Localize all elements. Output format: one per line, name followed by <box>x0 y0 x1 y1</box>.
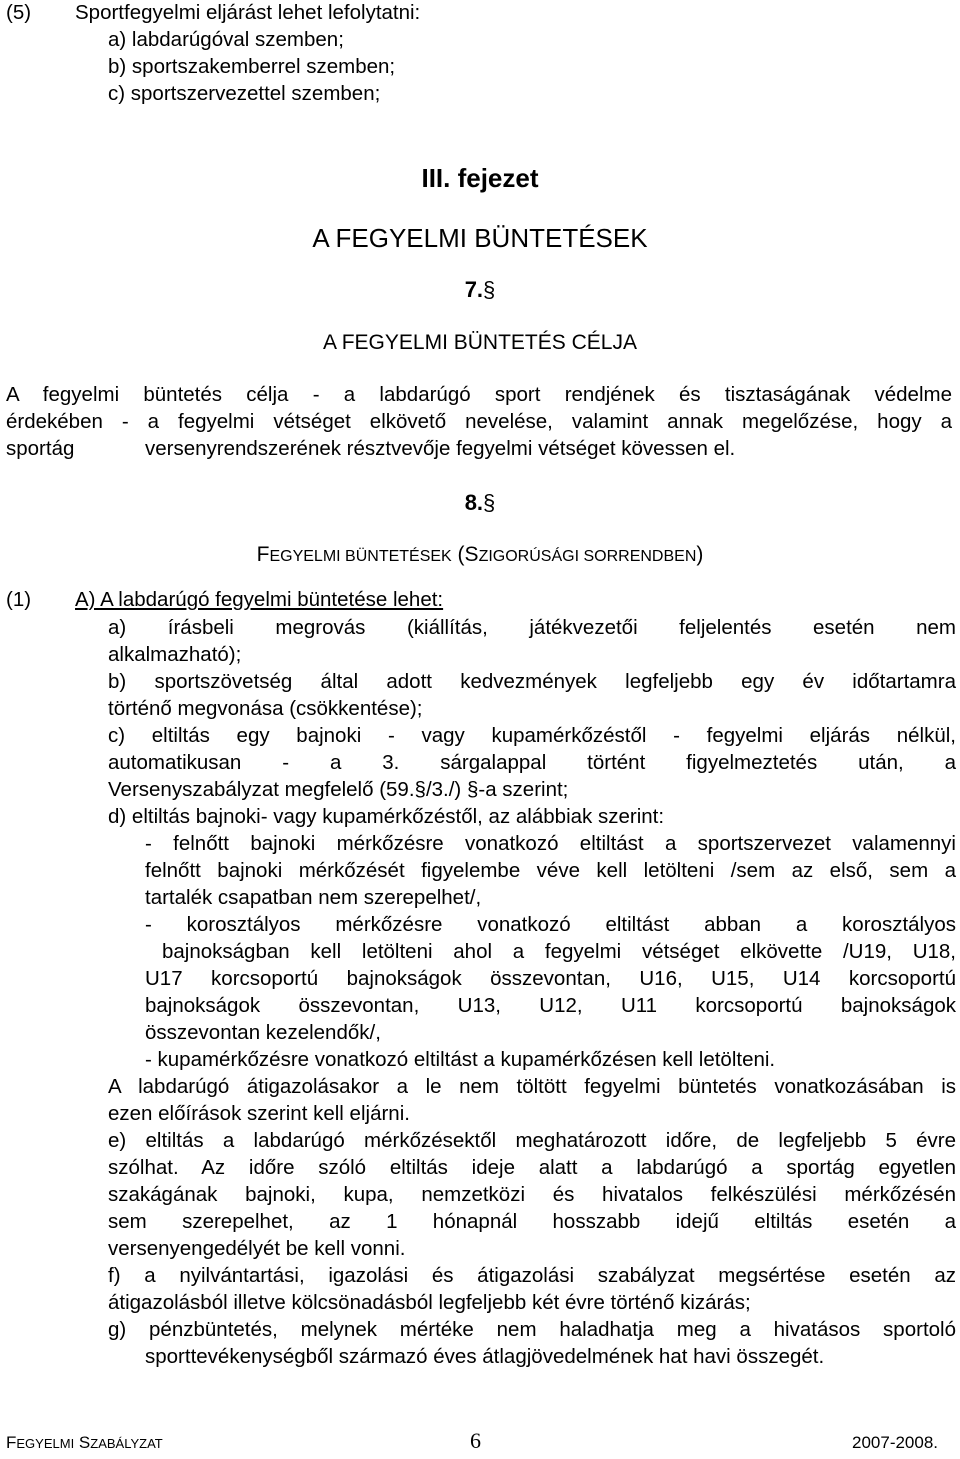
chapter-number: III. fejezet <box>421 163 539 193</box>
text-line: tartalék csapatban nem szerepelhet/, <box>145 886 482 909</box>
text-line: bajnokságban kell letölteni ahol a fegyelmi vétséget elkövette /U19, U18, <box>162 940 956 963</box>
subsection-number: (1) <box>6 588 32 611</box>
text-line: Versenyszabályzat megfelelő (59.§/3./) §-a szerint; <box>108 778 569 801</box>
text-line: f) a nyilvántartási, igazolási és átigazolási szabályzat megsértése esetén az <box>108 1264 956 1287</box>
page-number: 6 <box>470 1428 481 1453</box>
footer-right: 2007-2008. <box>852 1433 939 1452</box>
text-line: szakágának bajnoki, kupa, nemzetközi és hivatalos felkészülési mérkőzésén <box>108 1183 956 1206</box>
text-line: A fegyelmi büntetés célja - a labdarúgó sport rendjének és tisztaságának védelme <box>6 383 952 406</box>
text-line: g) pénzbüntetés, melynek mértéke nem haladhatja meg a hivatásos sportoló <box>108 1318 956 1341</box>
section-sign: § <box>483 490 496 515</box>
text-line: érdekében - a fegyelmi vétséget elkövető nevelése, valamint annak megelőzése, hogy a <box>6 410 952 433</box>
text-line: b) sportszövetség által adott kedvezmények legfeljebb egy év időtartamra <box>108 670 956 693</box>
text-line: szólhat. Az időre szóló eltiltás ideje alatt a labdarúgó a sportág egyetlen <box>108 1156 956 1179</box>
text-line: ezen előírások szerint kell eljárni. <box>108 1102 410 1125</box>
chapter-title: A FEGYELMI BÜNTETÉSEK <box>312 223 648 253</box>
section-number: (5) <box>6 1 32 24</box>
paragraph-number: 8. <box>464 490 484 515</box>
text-line: versenyrendszerének résztvevője fegyelmi vétséget kövessen el. <box>145 437 736 460</box>
text-line: versenyengedélyét be kell vonni. <box>108 1237 406 1260</box>
section-sign: § <box>483 277 496 302</box>
text-line: alkalmazható); <box>108 643 242 666</box>
text-line: automatikusan - a 3. sárgalappal történt figyelmeztetés után, a <box>108 751 956 774</box>
subsection-heading: A) A labdarúgó fegyelmi büntetése lehet: <box>75 588 444 611</box>
text-line: átigazolásból illetve kölcsönadásból legfeljebb két évre történő kizárás; <box>108 1291 751 1314</box>
text-line: felnőtt bajnoki mérkőzését figyelembe véve kell letölteni /sem az első, sem a <box>145 859 956 882</box>
text-line: c) eltiltás egy bajnoki - vagy kupamérkőzéstől - fegyelmi eljárás nélkül, <box>108 724 956 747</box>
text-line: - kupamérkőzésre vonatkozó eltiltást a kupamérkőzésen kell letölteni. <box>145 1048 776 1071</box>
list-item: c) sportszervezettel szemben; <box>108 82 381 105</box>
text-line: sporttevékenységből származó éves átlagjövedelmének hat havi összegét. <box>145 1345 825 1368</box>
text-line: e) eltiltás a labdarúgó mérkőzésektől meghatározott időre, de legfeljebb 5 évre <box>108 1129 956 1152</box>
text-line: sportág <box>6 437 75 460</box>
text-line: U17 korcsoportú bajnokságok összevontan, U16, U15, U14 korcsoportú <box>145 967 956 990</box>
list-item: a) labdarúgóval szemben; <box>108 28 344 51</box>
text-line: bajnokságok összevontan, U13, U12, U11 korcsoportú bajnokságok <box>145 994 956 1017</box>
paragraph-number: 7. <box>464 277 484 302</box>
paragraph-title: FEGYELMI BÜNTETÉSEK (SZIGORÚSÁGI SORRENDBEN) <box>256 543 704 566</box>
text-line: a) írásbeli megrovás (kiállítás, játékvezetői feljelentés esetén nem <box>108 616 956 639</box>
paragraph-title: A FEGYELMI BÜNTETÉS CÉLJA <box>323 331 637 354</box>
text-line: - korosztályos mérkőzésre vonatkozó eltiltást abban a korosztályos <box>145 913 956 936</box>
text-line: sem szerepelhet, az 1 hónapnál hosszabb idejű eltiltás esetén a <box>108 1210 956 1233</box>
paragraph-heading <box>0 275 960 305</box>
paragraph-heading <box>0 488 960 518</box>
text-line: összevontan kezelendők/, <box>145 1021 381 1044</box>
text-line: - felnőtt bajnoki mérkőzésre vonatkozó eltiltást a sportszervezet valamennyi <box>145 832 956 855</box>
list-item: b) sportszakemberrel szemben; <box>108 55 396 78</box>
text-line: d) eltiltás bajnoki- vagy kupamérkőzéstől, az alábbiak szerint: <box>108 805 665 828</box>
text-line: A labdarúgó átigazolásakor a le nem töltött fegyelmi büntetés vonatkozásában is <box>108 1075 956 1098</box>
text-line: történő megvonása (csökkentése); <box>108 697 423 720</box>
footer-left: FEGYELMI SZABÁLYZAT <box>6 1433 163 1452</box>
section-intro: Sportfegyelmi eljárást lehet lefolytatni: <box>75 1 421 24</box>
